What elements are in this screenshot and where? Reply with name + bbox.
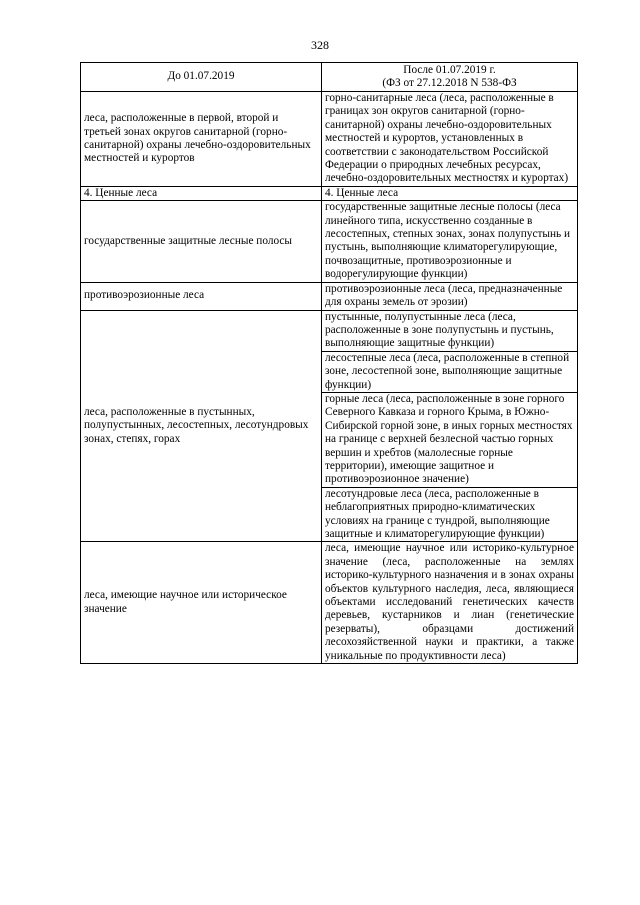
before-cell: государственные защитные лесные полосы — [81, 201, 322, 282]
table-row — [81, 310, 578, 351]
after-cell: лесостепные леса (леса, расположенные в степной зоне, лесостепной зоне, выполняющие защитные функции) — [322, 351, 578, 392]
comparison-table — [80, 62, 578, 664]
after-cell: горные леса (леса, расположенные в зоне горного Северного Кавказа и горного Крыма, в Южно-Сибирской горной зоне, в иных горных местностях на границе с верхней безлесной частью горных вершин и хребтов (малолесные горные территории), имеющие защитное и противоэрозионное значение) — [322, 392, 578, 487]
table-row — [81, 186, 578, 200]
after-cell: горно-санитарные леса (леса, расположенные в границах зон округов санитарной (горно-санитарной) охраны лечебно-оздоровительных местностей и курортов, установленных в соответствии с законодательством Российской Федерации о природных лечебных ресурсах, лечебно-оздоровительных местностях и курортах) — [322, 92, 578, 187]
table-row — [81, 282, 578, 310]
page-number: 328 — [311, 38, 329, 52]
before-cell: 4. Ценные леса — [81, 186, 322, 200]
after-cell: противоэрозионные леса (леса, предназначенные для охраны земель от эрозии) — [322, 282, 578, 310]
after-cell: 4. Ценные леса — [322, 186, 578, 200]
after-cell: государственные защитные лесные полосы (леса линейного типа, искусственно созданные в лесостепных, степных зонах, зонах полупустынь и пустынь, выполняющие климаторегулирующие, почвозащитные, противоэрозионные и водорегулирующие функции) — [322, 201, 578, 282]
after-cell: леса, имеющие научное или историко-культурное значение (леса, расположенные на землях историко-культурного назначения и в зонах охраны объектов культурного наследия, леса, являющиеся объектами исследований генетических качеств деревьев, кустарников и лиан (генетические резерваты), образцами достижений лесохозяйственной науки и практики, а также уникальные по продуктивности леса) — [322, 542, 578, 664]
before-cell: леса, имеющие научное или историческое значение — [81, 542, 322, 664]
column-header-after-line2: (ФЗ от 27.12.2018 N 538-ФЗ — [382, 77, 517, 89]
column-header-before: До 01.07.2019 — [81, 63, 322, 92]
after-cell: лесотундровые леса (леса, расположенные в неблагоприятных природно-климатических условиях на границе с тундрой, выполняющие защитные и климаторегулирующие функции) — [322, 487, 578, 542]
column-header-after-line1: После 01.07.2019 г. — [403, 63, 496, 76]
table-row — [81, 542, 578, 664]
table-row — [81, 92, 578, 187]
before-cell: противоэрозионные леса — [81, 282, 322, 310]
before-cell: леса, расположенные в первой, второй и третьей зонах округов санитарной (горно-санитарной) охраны лечебно-оздоровительных местностей и курортов — [81, 92, 322, 187]
after-cell: пустынные, полупустынные леса (леса, расположенные в зоне полупустынь и пустынь, выполняющие защитные функции) — [322, 310, 578, 351]
before-cell: леса, расположенные в пустынных, полупустынных, лесостепных, лесотундровых зонах, степях, горах — [81, 310, 322, 542]
column-header-after — [322, 63, 578, 92]
table-row — [81, 201, 578, 282]
table-header-row — [81, 63, 578, 92]
